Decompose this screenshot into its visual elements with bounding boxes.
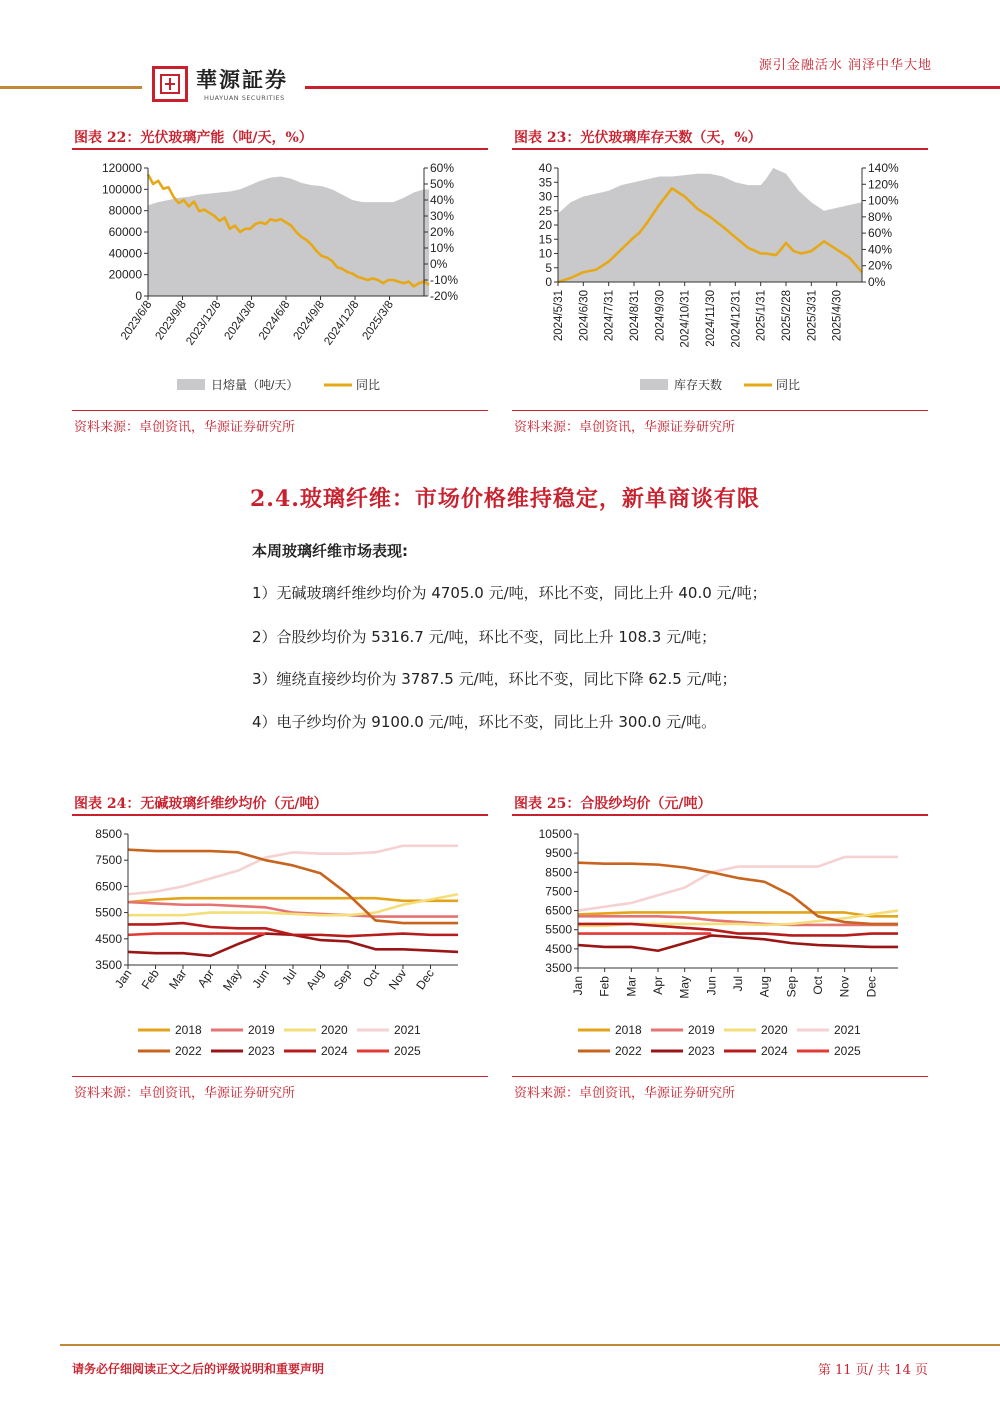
left-tick-label: 10	[538, 246, 552, 261]
fig25-rule	[512, 814, 928, 816]
right-tick-label: 120%	[868, 177, 899, 192]
legend-label-2022: 2022	[615, 1044, 642, 1058]
x-tick-label: 2023/9/8	[153, 298, 189, 343]
right-tick-label: -20%	[430, 289, 459, 303]
x-tick-label: Sep	[784, 976, 799, 998]
x-tick-label: Nov	[837, 976, 852, 998]
page-number: 第 11 页/ 共 14 页	[817, 1363, 928, 1378]
x-tick-label: Jul	[731, 976, 745, 992]
fig23-title: 图表 23：光伏玻璃库存天数（天，%）	[514, 130, 762, 146]
x-tick-label: May	[677, 976, 692, 999]
legend-label-2025: 2025	[834, 1044, 861, 1058]
x-tick-label: Nov	[385, 966, 410, 993]
legend-label-2022: 2022	[175, 1044, 202, 1058]
y-tick-label: 4500	[95, 931, 122, 946]
fig22-rule	[72, 148, 488, 150]
legend-label-line: 同比	[356, 378, 381, 392]
x-tick-label: 2024/12/8	[322, 298, 362, 348]
x-tick-label: Mar	[624, 976, 639, 997]
left-tick-label: 100000	[101, 182, 142, 197]
x-tick-label: Mar	[166, 966, 190, 992]
fig23-bottom-rule	[512, 410, 928, 411]
legend-label-2018: 2018	[175, 1023, 202, 1037]
legend-swatch-area	[177, 379, 205, 390]
x-tick-label: Apr	[651, 976, 665, 995]
x-tick-label: 2024/12/31	[730, 290, 743, 348]
left-tick-label: 40	[538, 161, 552, 175]
left-tick-label: 20	[538, 218, 552, 232]
section-subhead: 本周玻璃纤维市场表现:	[252, 542, 408, 560]
fig24-chart	[72, 818, 492, 1076]
section-title: 2.4.玻璃纤维：市场价格维持稳定，新单商谈有限	[250, 486, 760, 512]
left-tick-label: 0	[545, 275, 552, 289]
y-tick-label: 7500	[95, 853, 122, 868]
right-tick-label: 60%	[430, 161, 455, 175]
left-tick-label: 5	[545, 260, 552, 275]
y-tick-label: 9500	[545, 846, 572, 861]
footer-rule	[60, 1344, 1000, 1346]
right-tick-label: 20%	[868, 258, 893, 273]
series-line-2021	[578, 857, 898, 911]
legend-label-2023: 2023	[248, 1044, 275, 1058]
x-tick-label: Dec	[864, 976, 879, 998]
x-tick-label: Sep	[330, 966, 355, 993]
x-tick-label: 2025/1/31	[755, 290, 768, 342]
fig23-chart	[512, 152, 932, 410]
right-tick-label: 40%	[868, 242, 893, 257]
x-tick-label: 2025/2/28	[781, 290, 793, 342]
right-tick-label: -10%	[430, 273, 459, 287]
left-tick-label: 40000	[108, 246, 142, 261]
header-slogan: 源引金融活水 润泽中华大地	[758, 58, 932, 73]
y-tick-label: 4500	[545, 941, 572, 956]
x-tick-label: 2024/6/8	[256, 298, 293, 343]
legend-label-2025: 2025	[394, 1044, 421, 1058]
legend-label-area: 日熔量（吨/天）	[211, 378, 299, 392]
x-tick-label: Apr	[194, 966, 217, 991]
series-area-svg-fig22	[148, 177, 429, 296]
legend-label-line: 同比	[776, 378, 801, 392]
y-tick-label: 6500	[545, 903, 572, 918]
right-tick-label: 0%	[868, 275, 886, 289]
series-line-2023	[578, 935, 898, 950]
left-tick-label: 25	[538, 203, 552, 218]
legend-label-2018: 2018	[615, 1023, 642, 1037]
right-tick-label: 100%	[868, 193, 899, 208]
legend-label-2021: 2021	[394, 1023, 421, 1037]
right-tick-label: 80%	[868, 209, 893, 224]
right-tick-label: 30%	[430, 209, 455, 223]
fig25-source: 资料来源：卓创资讯，华源证券研究所	[514, 1086, 736, 1101]
left-tick-label: 0	[135, 289, 142, 303]
x-tick-label: 2024/3/8	[222, 298, 258, 343]
legend-label-2019: 2019	[688, 1023, 715, 1037]
logo-seal-icon	[152, 66, 188, 102]
legend-label-2024: 2024	[761, 1044, 788, 1058]
body-line-3: 3）缠绕直接纱均价为 3787.5 元/吨，环比不变，同比下降 62.5 元/吨；	[252, 670, 737, 688]
fig22-bottom-rule	[72, 410, 488, 411]
legend-label-2020: 2020	[761, 1023, 788, 1037]
fig25-chart	[512, 818, 932, 1076]
header-rule-right	[305, 86, 1000, 89]
y-tick-label: 3500	[95, 958, 122, 972]
right-tick-label: 10%	[430, 241, 455, 255]
footer-disclaimer: 请务必仔细阅读正文之后的评级说明和重要声明	[72, 1362, 325, 1376]
right-tick-label: 140%	[868, 161, 899, 175]
fig22-chart	[72, 152, 492, 410]
legend-label-2019: 2019	[248, 1023, 275, 1037]
x-tick-label: 2025/4/30	[831, 290, 844, 342]
x-tick-label: 2024/9/8	[291, 298, 327, 343]
logo-name: 華源証券	[196, 67, 288, 92]
legend-label-2020: 2020	[321, 1023, 348, 1037]
left-tick-label: 35	[538, 175, 552, 190]
x-tick-label: 2025/3/8	[360, 298, 396, 343]
left-tick-label: 80000	[108, 203, 142, 218]
x-tick-label: Aug	[303, 966, 327, 993]
x-tick-label: 2023/12/8	[184, 298, 224, 348]
legend-label-area: 库存天数	[674, 378, 723, 392]
fig23-rule	[512, 148, 928, 150]
x-tick-label: May	[219, 966, 245, 994]
legend-label-2023: 2023	[688, 1044, 715, 1058]
x-tick-label: 2024/9/30	[654, 290, 667, 342]
fig22-source: 资料来源：卓创资讯，华源证券研究所	[74, 420, 296, 435]
x-tick-label: Oct	[359, 966, 382, 991]
series-line-2025	[128, 934, 266, 935]
fig24-title: 图表 24：无碱玻璃纤维纱均价（元/吨）	[74, 796, 328, 812]
y-tick-label: 5500	[545, 922, 572, 937]
right-tick-label: 60%	[868, 226, 893, 241]
x-tick-label: Oct	[811, 976, 825, 995]
header-rule-left	[0, 86, 142, 89]
y-tick-label: 5500	[95, 905, 122, 920]
y-tick-label: 8500	[545, 865, 572, 880]
legend-label-2021: 2021	[834, 1023, 861, 1037]
x-tick-label: 2023/6/8	[118, 298, 155, 343]
fig24-source: 资料来源：卓创资讯，华源证券研究所	[74, 1086, 296, 1101]
body-line-2: 2）合股纱均价为 5316.7 元/吨，环比不变，同比上升 108.3 元/吨；	[252, 628, 717, 646]
x-tick-label: Jun	[249, 966, 272, 991]
x-tick-label: Jan	[571, 976, 585, 996]
fig22-title: 图表 22：光伏玻璃产能（吨/天，%）	[74, 130, 313, 146]
body-line-4: 4）电子纱均价为 9100.0 元/吨，环比不变，同比上升 300.0 元/吨。	[252, 713, 717, 731]
logo-english: HUAYUAN SECURITIES	[204, 94, 285, 102]
x-tick-label: 2024/10/31	[679, 290, 692, 348]
y-tick-label: 3500	[545, 961, 572, 975]
x-tick-label: 2024/6/30	[578, 290, 591, 342]
right-tick-label: 50%	[430, 177, 455, 191]
x-tick-label: Dec	[413, 966, 437, 993]
series-line-2023	[128, 934, 458, 956]
y-tick-label: 6500	[95, 879, 122, 894]
left-tick-label: 30	[538, 189, 552, 204]
left-tick-label: 20000	[108, 267, 142, 282]
body-line-1: 1）无碱玻璃纤维纱均价为 4705.0 元/吨，环比不变，同比上升 40.0 元/吨；	[252, 584, 767, 602]
x-tick-label: Feb	[597, 976, 612, 997]
fig25-title: 图表 25：合股纱均价（元/吨）	[514, 796, 712, 812]
fig23-source: 资料来源：卓创资讯，华源证券研究所	[514, 420, 736, 435]
x-tick-label: 2025/3/31	[806, 290, 819, 342]
fig24-rule	[72, 814, 488, 816]
x-tick-label: Aug	[757, 976, 772, 998]
left-tick-label: 120000	[101, 161, 142, 175]
x-tick-label: 2024/5/31	[553, 290, 565, 342]
series-line-2021	[128, 846, 458, 894]
x-tick-label: Jun	[704, 976, 719, 996]
y-tick-label: 7500	[545, 884, 572, 899]
y-tick-label: 10500	[538, 827, 572, 841]
x-tick-label: 2024/7/31	[603, 290, 616, 342]
fig25-bottom-rule	[512, 1076, 928, 1077]
y-tick-label: 8500	[95, 827, 122, 841]
series-line-2018	[128, 898, 458, 902]
fig24-bottom-rule	[72, 1076, 488, 1077]
x-tick-label: Jan	[111, 966, 135, 991]
left-tick-label: 60000	[108, 225, 142, 239]
x-tick-label: Feb	[138, 966, 162, 992]
x-tick-label: Jul	[279, 966, 300, 988]
x-tick-label: 2024/11/30	[705, 290, 717, 347]
right-tick-label: 20%	[430, 225, 455, 239]
legend-swatch-area	[640, 379, 668, 390]
x-tick-label: 2024/8/31	[629, 290, 641, 342]
right-tick-label: 0%	[430, 257, 448, 271]
legend-label-2024: 2024	[321, 1044, 348, 1058]
series-line-2022	[578, 863, 898, 924]
right-tick-label: 40%	[430, 193, 455, 207]
left-tick-label: 15	[538, 232, 552, 247]
